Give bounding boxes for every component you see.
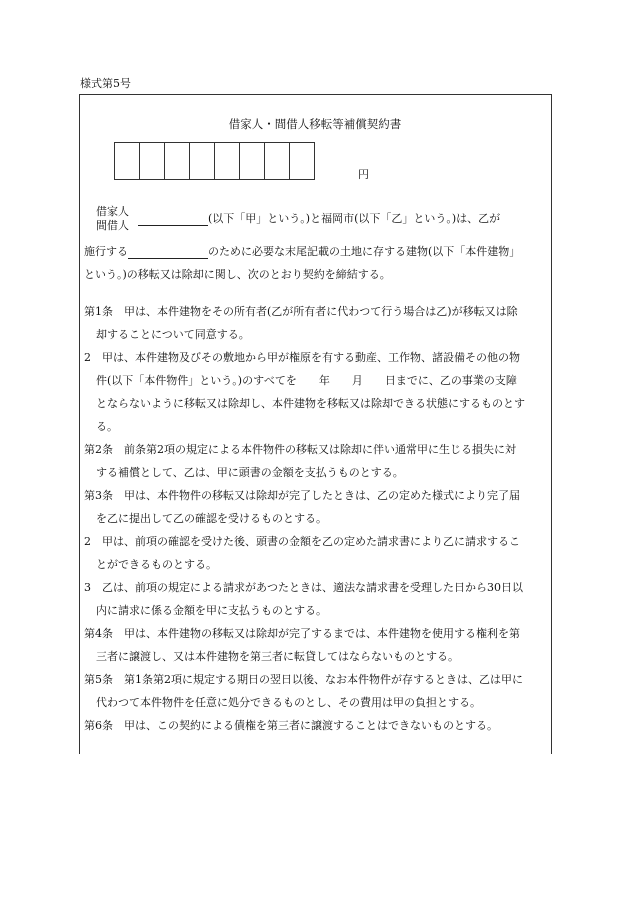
party-label-tenant: 借家人 bbox=[96, 205, 129, 218]
amount-digit-cell bbox=[239, 142, 265, 180]
article-line: を乙に提出して乙の確認を受けるものとする。 bbox=[96, 512, 327, 525]
article-line: 第2条 前条第2項の規定による本件物件の移転又は除却に伴い通常甲に生じる損失に対 bbox=[84, 443, 516, 456]
article-line: 3 乙は、前項の規定による請求があつたときは、適法な請求書を受理した日から30日以 bbox=[84, 581, 523, 594]
amount-digit-cell bbox=[114, 142, 140, 180]
intro-line-1: (以下「甲」という。)と福岡市(以下「乙」という。)は、乙が bbox=[138, 210, 500, 226]
article-line: 代わつて本件物件を任意に処分できるものとし、その費用は甲の負担とする。 bbox=[96, 696, 481, 709]
party-name-blank bbox=[138, 213, 208, 226]
article-line: 2 甲は、本件建物及びその敷地から甲が権原を有する動産、工作物、諸設備その他の物 bbox=[84, 351, 520, 364]
intro-line-3: という。)の移転又は除却に関し、次のとおり契約を締結する。 bbox=[84, 268, 391, 281]
amount-digit-cell bbox=[139, 142, 165, 180]
amount-digit-cell bbox=[164, 142, 190, 180]
amount-digit-cell bbox=[214, 142, 240, 180]
article-block bbox=[84, 576, 546, 622]
project-name-blank bbox=[128, 246, 208, 259]
article-line: 第5条 第1条第2項に規定する期日の翌日以後、なお本件物件が存するときは、乙は甲に bbox=[84, 673, 523, 686]
amount-unit: 円 bbox=[358, 168, 369, 181]
amount-digit-cell bbox=[289, 142, 315, 180]
article-line: る。 bbox=[96, 420, 118, 433]
article-line: とならないように移転又は除却し、本件建物を移転又は除却できる状態にするものとす bbox=[96, 397, 525, 410]
article-line: 三者に譲渡し、又は本件建物を第三者に転貸してはならないものとする。 bbox=[96, 650, 459, 663]
article-line: 却することについて同意する。 bbox=[96, 328, 250, 341]
article-line: 第3条 甲は、本件物件の移転又は除却が完了したときは、乙の定めた様式により完了届 bbox=[84, 489, 520, 502]
amount-digit-cell bbox=[264, 142, 290, 180]
form-label: 様式第5号 bbox=[80, 77, 131, 90]
article-line: 第1条 甲は、本件建物をその所有者(乙が所有者に代わつて行う場合は乙)が移転又は除 bbox=[84, 305, 518, 318]
article-block bbox=[84, 346, 546, 438]
article-block bbox=[84, 484, 546, 530]
article-line: 第4条 甲は、本件建物の移転又は除却が完了するまでは、本件建物を使用する権利を第 bbox=[84, 627, 520, 640]
articles bbox=[84, 300, 546, 737]
article-block bbox=[84, 668, 546, 714]
article-line: 第6条 甲は、この契約による債権を第三者に譲渡することはできないものとする。 bbox=[84, 719, 498, 732]
article-block bbox=[84, 714, 546, 737]
article-block bbox=[84, 622, 546, 668]
article-line: 2 甲は、前項の確認を受けた後、頭書の金額を乙の定めた請求書により乙に請求するこ bbox=[84, 535, 520, 548]
article-block bbox=[84, 530, 546, 576]
document-title: 借家人・間借人移転等補償契約書 bbox=[228, 117, 402, 131]
article-line: 内に請求に係る金額を甲に支払うものとする。 bbox=[96, 604, 327, 617]
amount-boxes bbox=[114, 142, 314, 180]
intro-line-2: 施行する のために必要な末尾記載の土地に存する建物(以下「本件建物」 bbox=[84, 245, 521, 258]
article-line: 件(以下「本件物件」という。)のすべてを 年 月 日までに、乙の事業の支障 bbox=[96, 374, 517, 387]
article-block bbox=[84, 438, 546, 484]
article-block bbox=[84, 300, 546, 346]
amount-digit-cell bbox=[189, 142, 215, 180]
article-line: とができるものとする。 bbox=[96, 558, 217, 571]
party-label-lodger: 間借人 bbox=[96, 219, 129, 232]
article-line: する補償として、乙は、甲に頭書の金額を支払うものとする。 bbox=[96, 466, 404, 479]
